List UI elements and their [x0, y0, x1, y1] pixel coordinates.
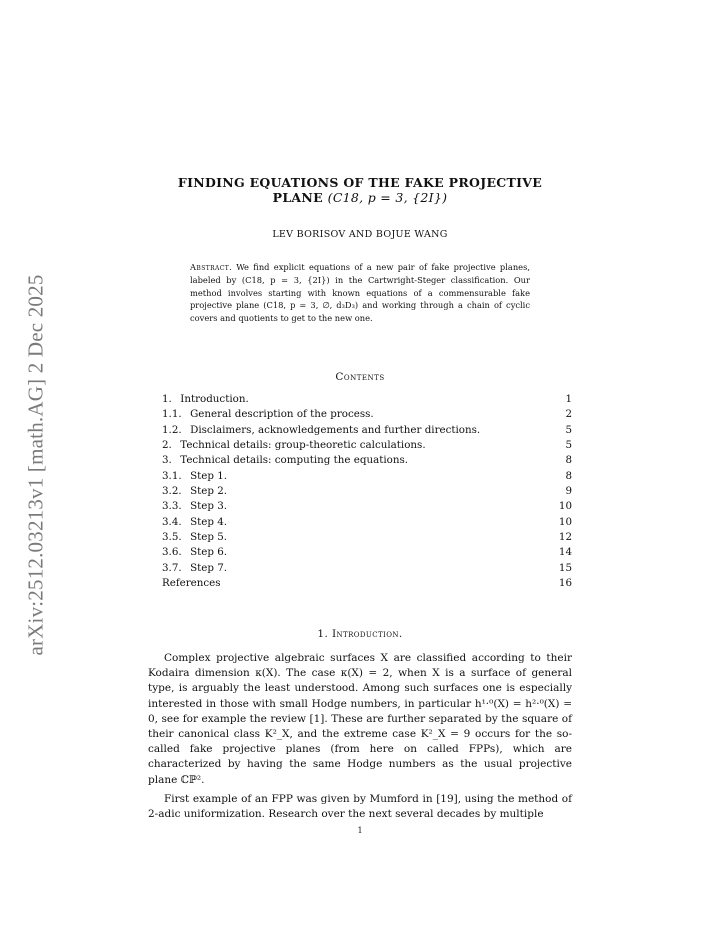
toc-entry-text: Disclaimers, acknowledgements and further directions.: [190, 423, 481, 436]
toc-entry-number: 3.7.: [162, 561, 182, 574]
section-number: 1.: [317, 628, 329, 640]
toc-entry-number: 3.4.: [162, 515, 182, 528]
paragraph-2: First example of an FPP was given by Mumford in [19], using the method of 2-adic uniformization. Research over the next several decades by multiple: [148, 792, 572, 821]
toc-entry-text: References: [162, 577, 221, 590]
paper-title: [148, 175, 572, 205]
title-line-2: [148, 190, 572, 205]
toc-entry-page: 14: [558, 546, 572, 559]
toc-entry-page: 10: [558, 500, 572, 513]
toc-entry[interactable]: [162, 453, 572, 468]
toc-entry-label: [162, 392, 249, 407]
toc-entry-number: 2.: [162, 439, 172, 452]
title-line-2-math: (C18, p = 3, {2I}): [327, 190, 448, 205]
toc-entry-number: 3.1.: [162, 469, 182, 482]
toc-entry-page: 10: [558, 515, 572, 528]
toc-entry-number: 3.3.: [162, 500, 182, 513]
page-number: 1: [357, 826, 363, 835]
toc-entry-number: 3.6.: [162, 546, 182, 559]
toc-entry-label: [162, 438, 426, 453]
toc-entry[interactable]: [162, 484, 572, 499]
toc-entry-text: Step 3.: [190, 500, 228, 513]
toc-entry-number: 3.2.: [162, 485, 182, 498]
toc-entry[interactable]: [162, 561, 572, 576]
toc-entry-page: 1: [565, 393, 572, 405]
toc-entry[interactable]: [162, 545, 572, 560]
toc-entry-label: [162, 576, 221, 591]
arxiv-id: arXiv:2512.03213v1 [math.AG] 2 Dec 2025: [23, 274, 48, 656]
toc-entry-text: Technical details: group-theoretic calculations.: [180, 439, 426, 452]
toc-entry-text: Step 6.: [190, 546, 228, 559]
toc-entry-page: 5: [565, 439, 572, 452]
toc-entry-page: 12: [558, 531, 572, 544]
toc-entry-number: 3.5.: [162, 531, 182, 544]
toc-entry-number: 1.1.: [162, 408, 182, 421]
toc-entry-text: Introduction.: [180, 393, 249, 405]
toc-entry-label: [162, 453, 408, 468]
abstract: [190, 261, 530, 325]
toc-entry-label: [162, 530, 227, 545]
table-of-contents: [162, 392, 572, 591]
toc-entry-text: Step 1.: [190, 469, 228, 482]
toc-entry[interactable]: [162, 530, 572, 545]
toc-entry-page: 15: [558, 561, 572, 574]
authors: LEV BORISOV AND BOJUE WANG: [272, 229, 448, 240]
paragraph-1: Complex projective algebraic surfaces X are classified according to their Kodaira dimension κ(X). The case κ(X) = 2, when X is a surface of general type, is arguably the least understood. Among such surfaces one is especially interested in those with small Hodge numbers, in particular h¹·⁰(X) = h²·⁰(X) = 0, see for example the review [1]. These are further separated by the square of their canonical class K²_X, and the extreme case K²_X = 9 occurs for the so-called fake projective planes (from here on called FPPs), which are characterized by having the same Hodge numbers as the usual projective plane ℂℙ².: [148, 652, 572, 786]
toc-entry-text: Step 4.: [190, 515, 228, 528]
toc-entry[interactable]: [162, 515, 572, 530]
toc-entry-page: 16: [558, 577, 572, 590]
toc-entry[interactable]: [162, 423, 572, 438]
toc-entry-text: General description of the process.: [190, 408, 374, 421]
toc-entry-page: 8: [565, 454, 572, 467]
toc-entry-label: [162, 484, 227, 499]
arxiv-stamp: [16, 250, 56, 680]
toc-entry-label: [162, 469, 227, 484]
toc-entry-text: Step 5.: [190, 531, 228, 544]
toc-entry-label: [162, 423, 480, 438]
title-line-1: FINDING EQUATIONS OF THE FAKE PROJECTIVE: [177, 175, 543, 190]
toc-entry[interactable]: [162, 469, 572, 484]
toc-entry-number: 3.: [162, 454, 172, 467]
toc-entry-label: [162, 561, 227, 576]
toc-entry-label: [162, 499, 227, 514]
toc-entry-text: Step 2.: [190, 485, 228, 498]
title-line-2-bold: PLANE: [272, 190, 323, 205]
toc-entry-page: 2: [565, 408, 572, 421]
toc-entry[interactable]: [162, 499, 572, 514]
section-title-text: Introduction.: [331, 628, 403, 640]
abstract-heading: Abstract.: [190, 262, 233, 272]
toc-entry-text: Step 7.: [190, 561, 228, 574]
abstract-text: We find explicit equations of a new pair of fake projective planes, labeled by (C18, p = 3, {2I}) in the Cartwright-Steger classification. Our method involves starting with known equations of a commensurable fake projective plane (C18, p = 3, ∅, d₃D₃) and working through a chain of cyclic covers and quotients to get to the new one.: [190, 262, 530, 324]
toc-entry-label: [162, 407, 374, 422]
toc-entry[interactable]: [162, 438, 572, 453]
toc-entry[interactable]: [162, 407, 572, 422]
toc-entry-page: 8: [565, 469, 572, 482]
toc-entry-number: 1.: [162, 393, 172, 405]
toc-entry[interactable]: [162, 392, 572, 407]
toc-entry-number: 1.2.: [162, 423, 182, 436]
toc-entry-label: [162, 545, 227, 560]
toc-entry-label: [162, 515, 227, 530]
toc-entry-page: 5: [565, 423, 572, 436]
section-heading: [148, 628, 572, 640]
toc-entry-text: Technical details: computing the equations.: [180, 454, 409, 467]
body-text: [148, 651, 572, 822]
toc-entry[interactable]: [162, 576, 572, 591]
contents-heading: Contents: [335, 371, 385, 383]
toc-entry-page: 9: [565, 485, 572, 498]
